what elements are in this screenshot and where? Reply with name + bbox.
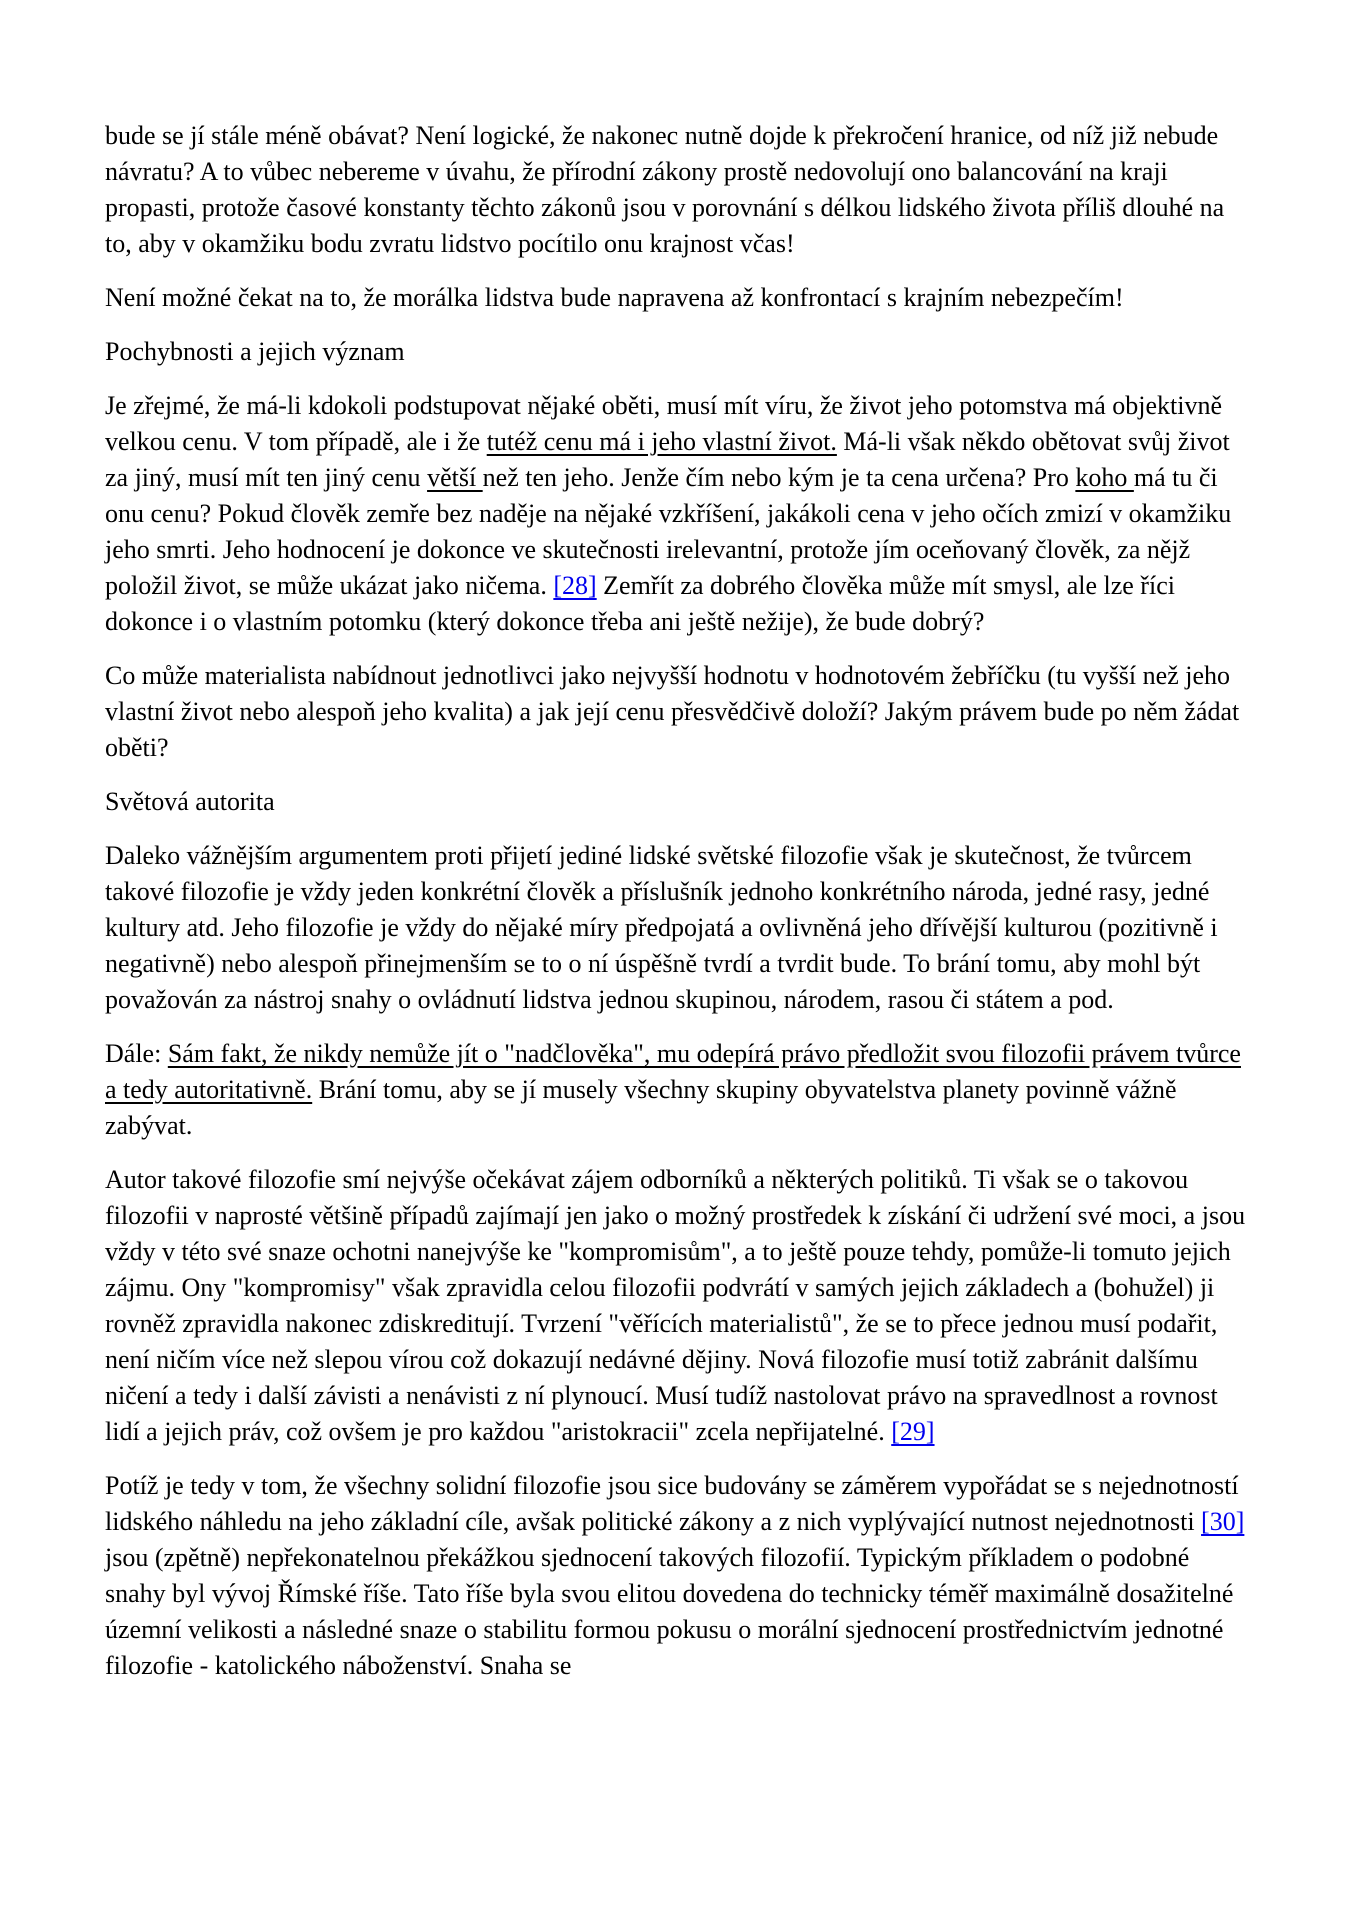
heading-text: Světová autorita: [105, 787, 275, 816]
body-text: má tu či onu cenu? Pokud člověk zemře bez naděje na nějaké vzkříšení, jakákoli cena v jeho očích zmizí v okamžiku jeho smrti. Jeho hodnocení je dokonce ve skutečnosti irelevantní, protože jím oceňovaný člověk, za nějž položil život, se může ukázat jako ničema.: [105, 463, 1232, 600]
body-text: Je zřejmé, že má-li kdokoli podstupovat nějaké oběti, musí mít víru, že život jeho potomstva má objektivně velkou cenu. V tom případě, ale i že: [105, 391, 1223, 456]
paragraph: [105, 658, 1252, 766]
reference-link-28[interactable]: [28]: [553, 571, 597, 600]
underlined-text: Sám fakt, že nikdy nemůže jít o "nadčlověka", mu odepírá právo předložit svou filozofii právem tvůrce a tedy autoritativně.: [105, 1039, 1241, 1104]
body-text: Není možné čekat na to, že morálka lidstva bude napravena až konfrontací s krajním nebezpečím!: [105, 283, 1124, 312]
underlined-text: větší: [427, 463, 483, 492]
paragraph: [105, 280, 1252, 316]
body-text: Autor takové filozofie smí nejvýše očekávat zájem odborníků a některých politiků. Ti však se o takovou filozofii v naprosté většině případů zajímají jen jako o možný prostředek k získání či udržení své moci, a jsou vždy v této své snaze ochotni nanejvýše ke "kompromisům", a to ještě pouze tehdy, pomůže-li tomuto jejich zájmu. Ony "kompromisy" však zpravidla celou filozofii podvrátí v samých jejich základech a (bohužel) ji rovněž zpravidla nakonec zdiskreditují. Tvrzení "věřících materialistů", že se to přece jednou musí podařit, není ničím více než slepou vírou což dokazují nedávné dějiny. Nová filozofie musí totiž zabránit dalšímu ničení a tedy i další závisti a nenávisti z ní plynoucí. Musí tudíž nastolovat právo na spravedlnost a rovnost lidí a jejich práv, což ovšem je pro každou "aristokracii" zcela nepřijatelné.: [105, 1165, 1246, 1446]
body-text: jsou (zpětně) nepřekonatelnou překážkou sjednocení takových filozofií. Typickým příkladem o podobné snahy byl vývoj Římské říše. Tato říše byla svou elitou dovedena do technicky téměř maximálně dosažitelné územní velikosti a následné snaze o stabilitu formou pokusu o morální sjednocení prostřednictvím jednotné filozofie - katolického náboženství. Snaha se: [105, 1543, 1234, 1680]
body-text: Brání tomu, aby se jí musely všechny skupiny obyvatelstva planety povinně vážně zabývat.: [105, 1075, 1177, 1140]
body-text: Zemřít za dobrého člověka může mít smysl, ale lze říci dokonce i o vlastním potomku (který dokonce třeba ani ještě nežije), že bude dobrý?: [105, 571, 1175, 636]
body-text: Potíž je tedy v tom, že všechny solidní filozofie jsou sice budovány se záměrem vypořádat se s nejednotností lidského náhledu na jeho základní cíle, avšak politické zákony a z nich vyplývající nutnost nejednotnosti: [105, 1471, 1239, 1536]
underlined-text: tutéž cenu má i jeho vlastní život.: [486, 427, 837, 456]
paragraph: [105, 388, 1252, 640]
section-heading-doubts: [105, 334, 1252, 370]
underlined-text: koho: [1075, 463, 1134, 492]
body-text: Má-li však někdo obětovat svůj život za jiný, musí mít ten jiný cenu: [105, 427, 1230, 492]
body-text: Daleko vážnějším argumentem proti přijetí jediné lidské světské filozofie však je skutečnost, že tvůrcem takové filozofie je vždy jeden konkrétní člověk a příslušník jednoho konkrétního národa, jedné rasy, jedné kultury atd. Jeho filozofie je vždy do nějaké míry předpojatá a ovlivněná jeho dřívější kulturou (pozitivně i negativně) nebo alespoň přinejmenším se to o ní úspěšně tvrdí a tvrdit bude. To brání tomu, aby mohl být považován za nástroj snahy o ovládnutí lidstva jednou skupinou, národem, rasou či státem a pod.: [105, 841, 1218, 1014]
paragraph: [105, 1162, 1252, 1450]
paragraph: [105, 1468, 1252, 1684]
section-heading-world-authority: [105, 784, 1252, 820]
reference-link-30[interactable]: [30]: [1201, 1507, 1245, 1536]
paragraph: [105, 118, 1252, 262]
paragraph: [105, 1036, 1252, 1144]
body-text: Dále:: [105, 1039, 168, 1068]
body-text: Co může materialista nabídnout jednotlivci jako nejvyšší hodnotu v hodnotovém žebříčku (tu vyšší než jeho vlastní život nebo alespoň jeho kvalita) a jak její cenu přesvědčivě doloží? Jakým právem bude po něm žádat oběti?: [105, 661, 1240, 762]
body-text: bude se jí stále méně obávat? Není logické, že nakonec nutně dojde k překročení hranice, od níž již nebude návratu? A to vůbec nebereme v úvahu, že přírodní zákony prostě nedovolují ono balancování na kraji propasti, protože časové konstanty těchto zákonů jsou v porovnání s délkou lidského života příliš dlouhé na to, aby v okamžiku bodu zvratu lidstvo pocítilo onu krajnost včas!: [105, 121, 1225, 258]
paragraph: [105, 838, 1252, 1018]
heading-text: Pochybnosti a jejich význam: [105, 337, 405, 366]
body-text: než ten jeho. Jenže čím nebo kým je ta cena určena? Pro: [482, 463, 1076, 492]
reference-link-29[interactable]: [29]: [891, 1417, 935, 1446]
